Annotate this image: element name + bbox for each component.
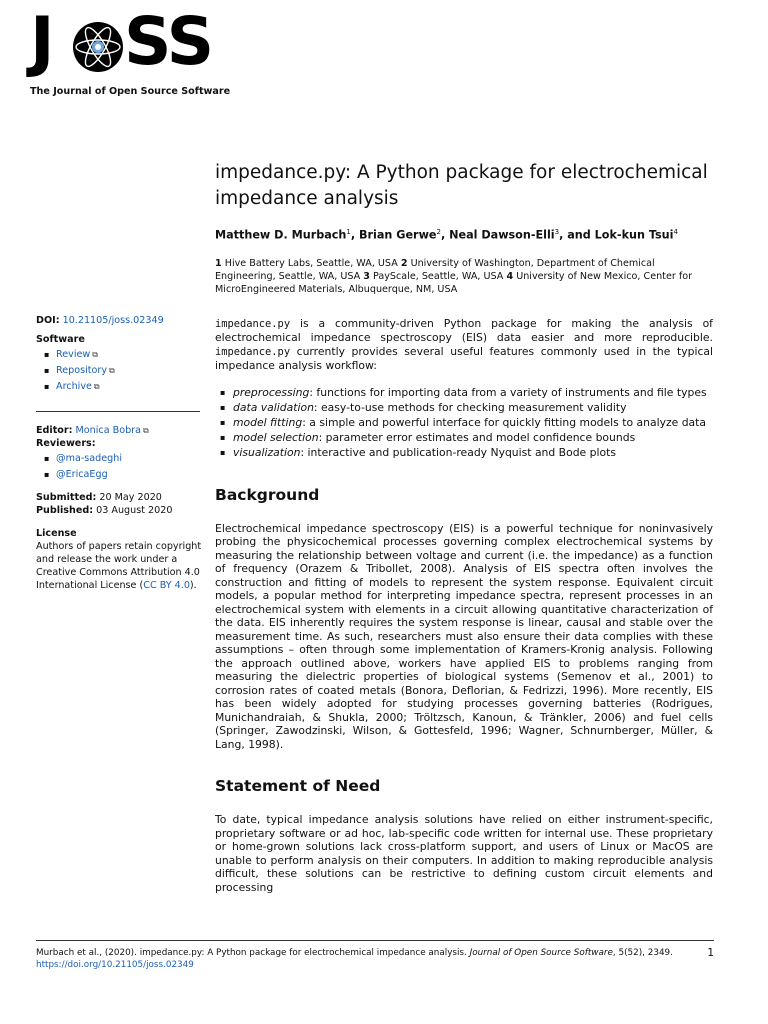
license-end: ). — [189, 580, 197, 591]
author-affiliation-mark: 3 — [554, 228, 560, 236]
feature-term: preprocessing — [233, 385, 310, 399]
affiliation-text: Hive Battery Labs, Seattle, WA, USA — [224, 257, 398, 269]
feature-desc: : functions for importing data from a variety of instruments and file types — [309, 385, 707, 399]
citation-text: Murbach et al., (2020). impedance.py: A Python package for electrochemical impedance analysis. — [36, 948, 470, 958]
license-text — [36, 540, 204, 592]
external-link-icon: ⧉ — [93, 382, 100, 391]
published-row — [36, 504, 204, 517]
author-name: Neal Dawson-Elli — [449, 228, 555, 242]
external-link-icon: ⧉ — [109, 366, 115, 375]
feature-item — [233, 430, 713, 445]
feature-desc: : a simple and powerful interface for quickly fitting models to analyze data — [302, 415, 707, 429]
affiliation-text: University of New Mexico, Center for MicroEngineered Materials, Albuquerque, NM, USA — [215, 270, 693, 295]
joss-logo — [30, 3, 231, 97]
affiliation-text: PayScale, Seattle, WA, USA — [373, 270, 504, 282]
software-link[interactable]: Review — [56, 349, 91, 360]
background-heading: Background — [215, 485, 320, 504]
submitted-date: 20 May 2020 — [99, 492, 162, 503]
feature-list — [215, 385, 713, 460]
paper-title: impedance.py: A Python package for electrochemical impedance analysis — [215, 162, 708, 209]
main-content — [215, 160, 713, 894]
editor-row — [36, 424, 204, 437]
feature-term: visualization — [233, 445, 301, 459]
affiliation-number: 3 — [363, 270, 370, 282]
intro-text-1: is a community-driven Python package for making the analysis of electrochemical impedance spectroscopy (EIS) data easier and more reproducible. — [215, 316, 713, 345]
footer-citation — [36, 947, 686, 971]
software-link-item — [56, 380, 204, 393]
editor-label: Editor: — [36, 425, 73, 436]
external-link-icon: ⧉ — [92, 350, 98, 359]
published-date: 03 August 2020 — [96, 505, 173, 516]
affiliation-number: 1 — [215, 257, 222, 269]
need-heading: Statement of Need — [215, 777, 381, 796]
reviewer-links — [36, 452, 204, 481]
software-link-item — [56, 348, 204, 361]
external-link-icon: ⧉ — [143, 426, 149, 435]
need-paragraph: To date, typical impedance analysis solutions have relied on either instrument-specific, proprietary software or ad hoc, lab-specific code written for internal use. These proprietary or home-grown solutions lack cross-platform support, and users of Linux or MacOS are unable to perform analysis on their computers. In addition to making reproducible analysis difficult, these solutions can be restrictive to defining custom circuit elements and processing — [215, 813, 713, 894]
feature-item — [233, 445, 713, 460]
feature-desc: : parameter error estimates and model confidence bounds — [318, 430, 636, 444]
doi-label: DOI: — [36, 315, 60, 326]
doi-link[interactable]: 10.21105/joss.02349 — [62, 315, 164, 326]
reviewer-item — [56, 452, 204, 465]
affiliation-number: 2 — [400, 257, 408, 269]
intro-text-2: currently provides several useful features commonly used in the typical impedance analysis workflow: — [215, 344, 713, 373]
software-label: Software — [36, 334, 85, 345]
journal-tagline: The Journal of Open Source Software — [30, 86, 231, 97]
atom-logo-icon — [72, 16, 124, 78]
submitted-label: Submitted: — [36, 492, 97, 503]
citation-doi-link[interactable]: https://doi.org/10.21105/joss.02349 — [36, 960, 194, 970]
author-affiliation-mark: 1 — [346, 228, 351, 236]
published-label: Published: — [36, 505, 94, 516]
feature-item — [233, 385, 713, 400]
software-link[interactable]: Repository — [56, 365, 108, 376]
license-body: Authors of papers retain copyright and release the work under a Creative Commons Attribution 4.0 International License ( — [36, 541, 202, 591]
author-separator: , and — [559, 228, 595, 242]
page-footer — [36, 940, 714, 971]
logo-letter-j: J — [30, 3, 53, 80]
author-affiliation-mark: 2 — [436, 228, 441, 236]
intro-code-1: impedance.py — [215, 317, 291, 330]
background-paragraph: Electrochemical impedance spectroscopy (EIS) is a powerful technique for noninvasively probing the physicochemical processes governing complex electrochemical systems by measuring the relationship between voltage and current (i.e. the impedance) as a function of frequency (Orazem & Tribollet, 2008). Analysis of EIS spectra often involves the construction and fitting of models to represent the system response. Equivalent circuit models, a popular method for interpreting impedance spectra, represent processes in an electrochemical system with elements in a circuit allowing quantitative characterization of the data. EIS inherently requires the system response is linear, causal and stable over the measurement time. As such, researchers must also ensure their data complies with these assumptions – often through some implementation of Kramers-Kronig analysis. Following the approach outlined above, workers have applied EIS to problems ranging from measuring the dielectric properties of biological systems (Semenov et al., 2001) to corrosion rates of coated metals (Bonora, Deflorian, & Fedrizzi, 1996). More recently, EIS has been widely adopted for studying processes governing batteries (Rodrigues, Munichandraiah, & Shukla, 2000; Tröltzsch, Kanoun, & Tränkler, 2006) and fuel cells (Springer, Zawodzinski, Wilson, & Gottesfeld, 1996; Wagner, Schnurnberger, Müller, & Lang, 1998). — [215, 521, 713, 751]
author-name: Lok-kun Tsui — [594, 228, 674, 242]
license-link[interactable]: CC BY 4.0 — [143, 580, 190, 591]
software-link-item — [56, 364, 204, 377]
feature-term: model fitting — [233, 415, 303, 429]
sidebar-divider — [36, 411, 200, 412]
author-name: Matthew D. Murbach — [215, 228, 347, 242]
affiliations — [215, 257, 713, 296]
author-separator: , — [350, 228, 359, 242]
author-name: Brian Gerwe — [359, 228, 437, 242]
reviewer-item — [56, 468, 204, 481]
feature-item — [233, 415, 713, 430]
affiliation-text: University of Washington, Department of Chemical Engineering, Seattle, WA, USA — [215, 257, 655, 282]
submitted-row — [36, 491, 204, 504]
citation-volume: , 5(52), 2349. — [612, 948, 673, 958]
editor-link[interactable]: Monica Bobra — [75, 425, 141, 436]
reviewer-link[interactable]: @ma-sadeghi — [56, 453, 122, 464]
feature-term: model selection — [233, 430, 319, 444]
sidebar — [36, 314, 204, 592]
software-links — [36, 348, 204, 393]
reviewers-label: Reviewers: — [36, 438, 96, 449]
feature-desc: : interactive and publication-ready Nyquist and Bode plots — [300, 445, 616, 459]
citation-journal: Journal of Open Source Software — [469, 948, 613, 958]
doi-row — [36, 314, 204, 327]
feature-term: data validation — [233, 400, 314, 414]
author-affiliation-mark: 4 — [673, 228, 678, 236]
software-link[interactable]: Archive — [56, 381, 92, 392]
author-separator: , — [440, 228, 450, 242]
author-list — [215, 225, 713, 243]
intro-code-2: impedance.py — [215, 345, 291, 358]
logo-letters-ss: SS — [124, 3, 213, 80]
feature-desc: : easy-to-use methods for checking measurement validity — [313, 400, 627, 414]
reviewer-link[interactable]: @EricaEgg — [56, 469, 108, 480]
feature-item — [233, 400, 713, 415]
license-label: License — [36, 528, 77, 539]
intro-paragraph — [215, 317, 713, 373]
page-number: 1 — [707, 947, 714, 959]
affiliation-number: 4 — [506, 270, 514, 282]
